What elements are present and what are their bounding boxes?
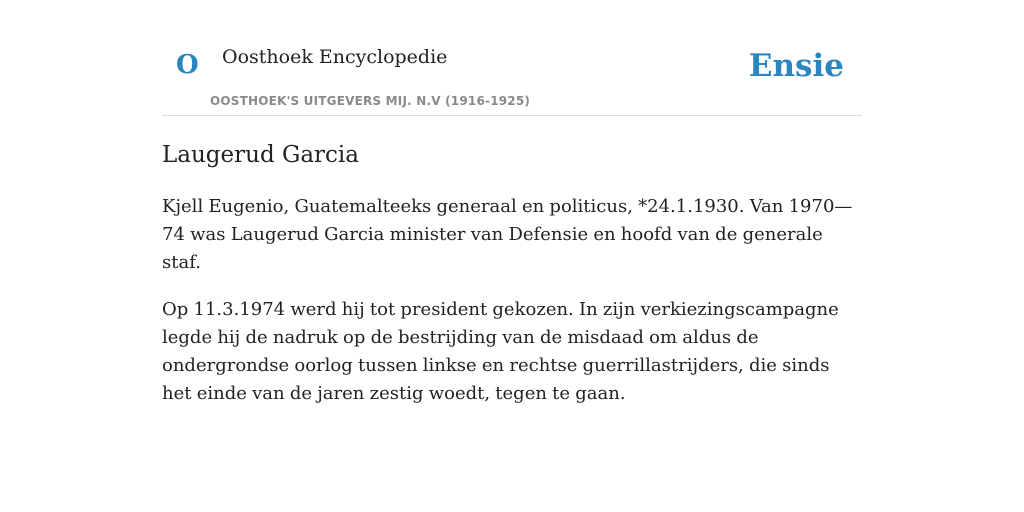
article-paragraph: Op 11.3.1974 werd hij tot president gekozen. In zijn verkiezingscampagne legde hij de nadruk op de bestrijding van de misdaad om aldus de ondergrondse oorlog tussen linkse en rechtse guerrillastrijders, die sinds het einde van de jaren zestig woedt, tegen te gaan.	[162, 299, 839, 404]
encyclopedia-logo-icon[interactable]: O	[176, 50, 199, 80]
header	[162, 0, 862, 116]
encyclopedia-title-link[interactable]: Oosthoek Encyclopedie	[222, 46, 448, 68]
article-paragraph: Kjell Eugenio, Guatemalteeks generaal en politicus, *24.1.1930. Van 1970—74 was Laugerud Garcia minister van Defensie en hoofd van de generale staf.	[162, 196, 853, 273]
page-container	[162, 0, 862, 408]
article-title: Laugerud Garcia	[162, 142, 360, 168]
publisher-subtitle: OOSTHOEK'S UITGEVERS MIJ. N.V (1916-1925)	[210, 94, 531, 108]
ensie-logo-link[interactable]: Ensie	[748, 48, 844, 84]
